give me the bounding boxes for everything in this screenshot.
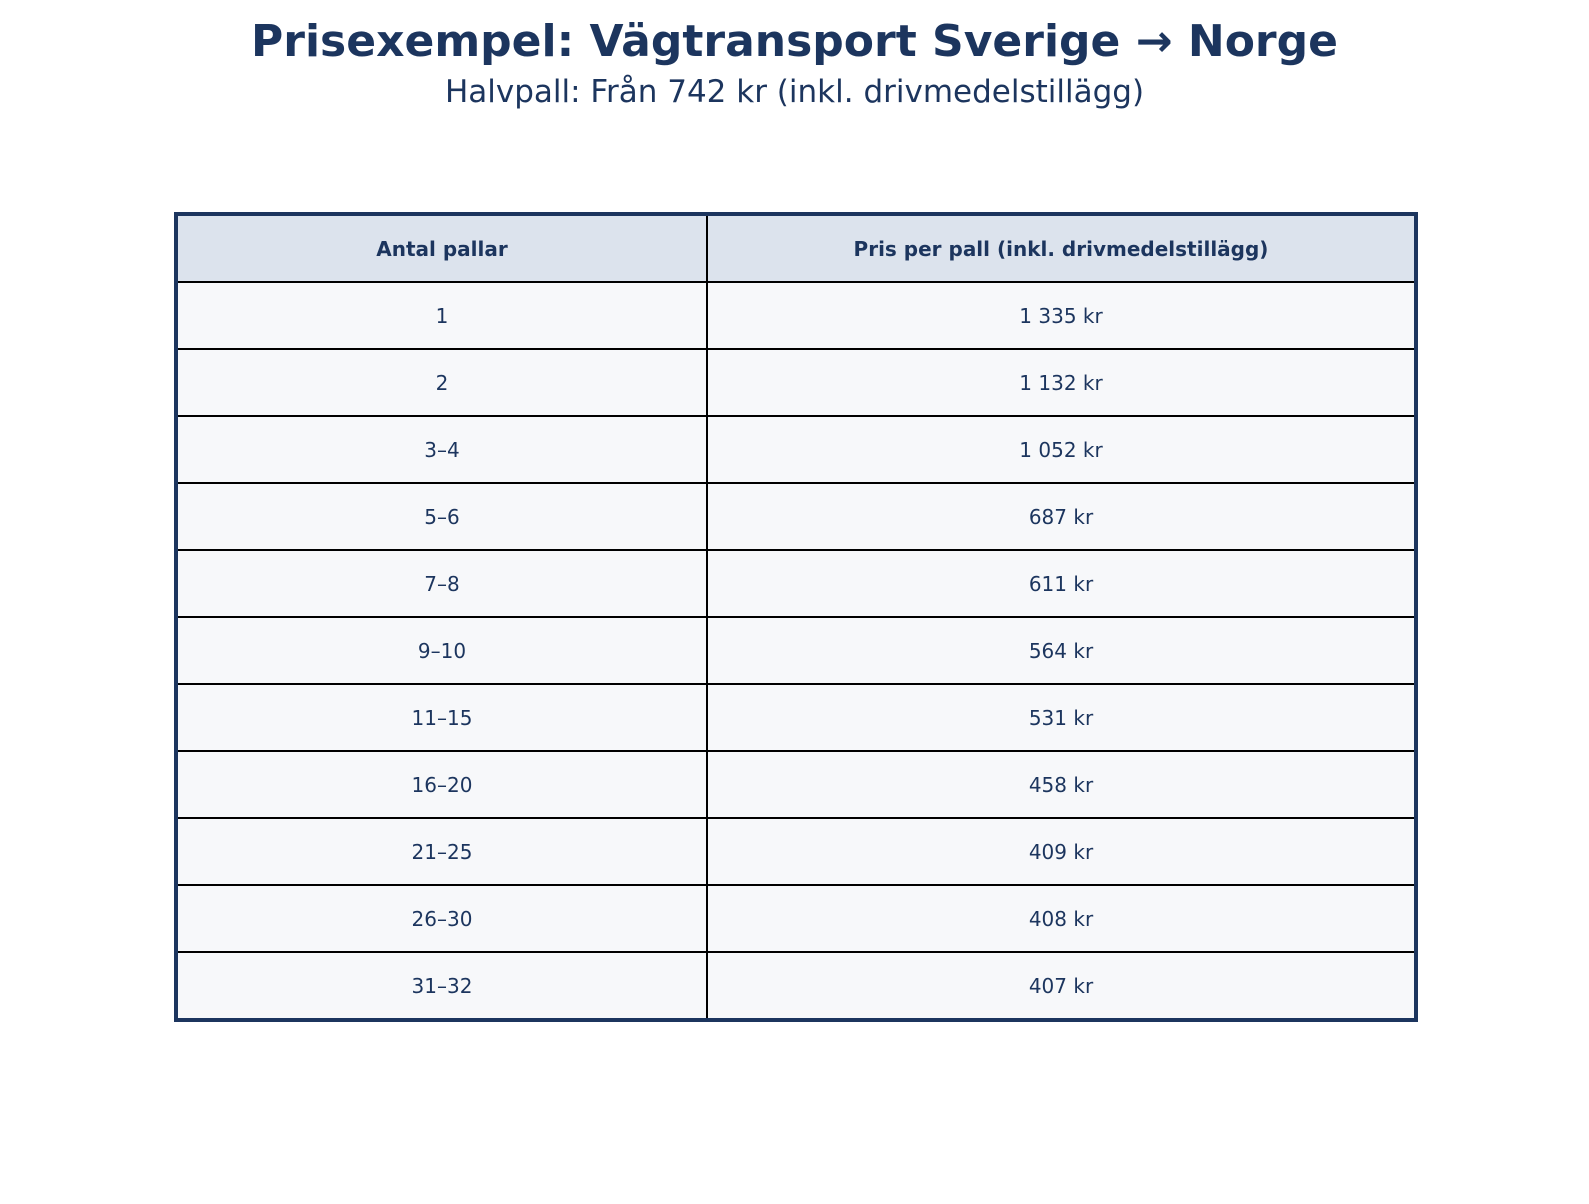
cell-pris-per-pall: 564 kr — [707, 617, 1416, 684]
table-row — [176, 818, 1416, 885]
cell-antal-pallar: 2 — [176, 349, 707, 416]
price-table-container — [174, 212, 1414, 1022]
cell-antal-pallar: 3–4 — [176, 416, 707, 483]
table-row — [176, 684, 1416, 751]
cell-pris-per-pall: 1 132 kr — [707, 349, 1416, 416]
cell-antal-pallar: 7–8 — [176, 550, 707, 617]
cell-antal-pallar: 21–25 — [176, 818, 707, 885]
cell-antal-pallar: 31–32 — [176, 952, 707, 1020]
table-row — [176, 483, 1416, 550]
cell-pris-per-pall: 409 kr — [707, 818, 1416, 885]
table-row — [176, 617, 1416, 684]
table-row — [176, 751, 1416, 818]
cell-pris-per-pall: 531 kr — [707, 684, 1416, 751]
header-pris-per-pall: Pris per pall (inkl. drivmedelstillägg) — [707, 214, 1416, 282]
table-body — [176, 282, 1416, 1020]
chart-title: Prisexempel: Vägtransport Sverige → Norge — [251, 16, 1338, 67]
cell-pris-per-pall: 407 kr — [707, 952, 1416, 1020]
cell-pris-per-pall: 1 052 kr — [707, 416, 1416, 483]
table-row — [176, 885, 1416, 952]
cell-antal-pallar: 9–10 — [176, 617, 707, 684]
cell-antal-pallar: 1 — [176, 282, 707, 349]
chart-subtitle: Halvpall: Från 742 kr (inkl. drivmedelstillägg) — [444, 74, 1145, 110]
cell-pris-per-pall: 611 kr — [707, 550, 1416, 617]
cell-pris-per-pall: 408 kr — [707, 885, 1416, 952]
cell-antal-pallar: 16–20 — [176, 751, 707, 818]
header-antal-pallar: Antal pallar — [176, 214, 707, 282]
table-row — [176, 550, 1416, 617]
cell-pris-per-pall: 1 335 kr — [707, 282, 1416, 349]
table-row — [176, 282, 1416, 349]
cell-pris-per-pall: 687 kr — [707, 483, 1416, 550]
price-table — [174, 212, 1418, 1022]
table-row — [176, 416, 1416, 483]
cell-antal-pallar: 5–6 — [176, 483, 707, 550]
table-row — [176, 952, 1416, 1020]
table-row — [176, 349, 1416, 416]
cell-antal-pallar: 11–15 — [176, 684, 707, 751]
table-header-row — [176, 214, 1416, 282]
cell-antal-pallar: 26–30 — [176, 885, 707, 952]
cell-pris-per-pall: 458 kr — [707, 751, 1416, 818]
